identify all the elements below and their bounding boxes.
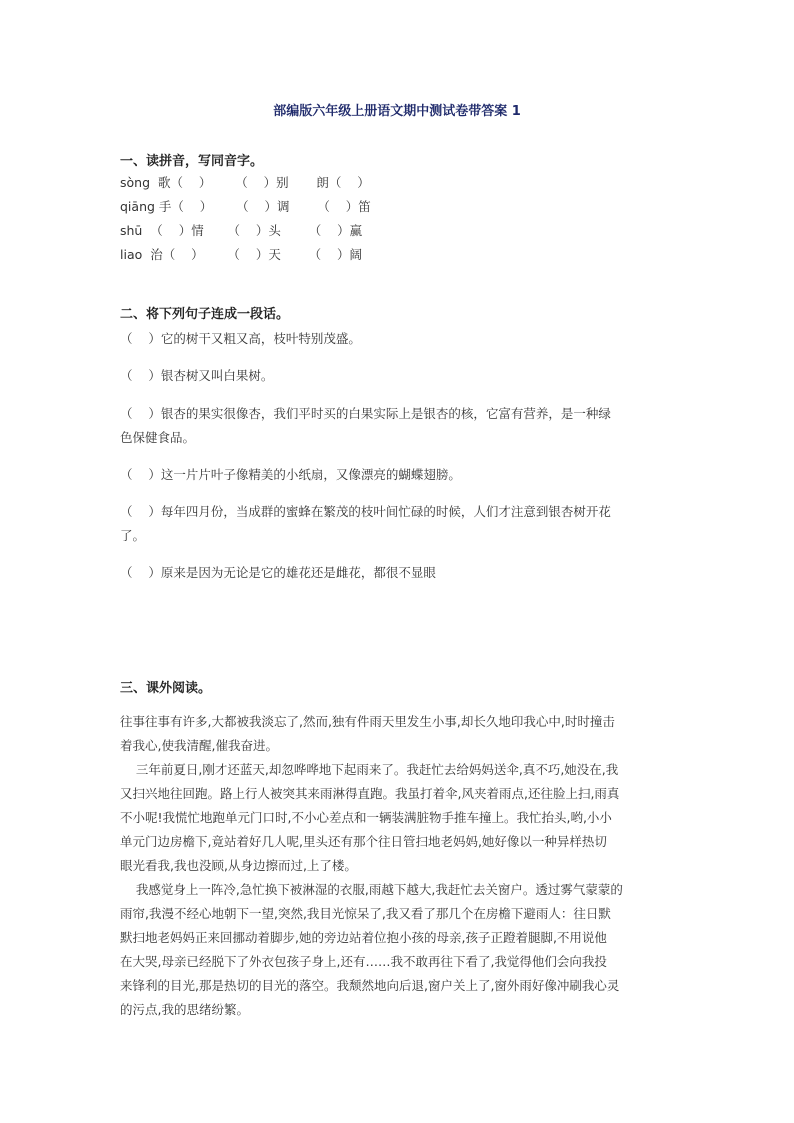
reading-line: 眼光看我,我也没顾,从身边擦而过,上了楼。 [120, 858, 357, 873]
reading-line: 单元门边房檐下,竟站着好几人呢,里头还有那个往日管扫地老妈妈,她好像以一种异样热切 [120, 834, 607, 849]
document-title: 部编版六年级上册语文期中测试卷带答案 1 [273, 104, 521, 119]
reading-line: 来锋利的目光,那是热切的目光的落空。我颓然地向后退,窗户关上了,窗外雨好像冲刷我心灵 [120, 978, 620, 993]
pinyin-row: liao 治（ ） （ ）天 （ ）阔 [120, 247, 363, 262]
reading-line: 默扫地老妈妈正来回挪动着脚步,她的旁边站着位抱小孩的母亲,孩子正蹬着腿脚,不用说他 [120, 930, 607, 945]
reading-line: 在大哭,母亲已经脱下了外衣包孩子身上,还有……我不敢再往下看了,我觉得他们会向我投 [120, 954, 607, 969]
sentence-item: （ ）这一片片叶子像精美的小纸扇，又像漂亮的蝴蝶翅膀。 [120, 467, 461, 482]
sentence-item-continued: 了。 [120, 528, 146, 543]
reading-line: 往事往事有许多,大都被我淡忘了,然而,独有件雨天里发生小事,却长久地印我心中,时时撞击 [120, 714, 615, 729]
reading-line: 着我心,使我清醒,催我奋进。 [120, 738, 278, 753]
reading-line: 又扫兴地往回跑。路上行人被突其来雨淋得直跑。我虽打着伞,风夹着雨点,还往脸上扫,雨真 [120, 786, 620, 801]
sentence-item: （ ）银杏树又叫白果树。 [120, 368, 274, 383]
reading-line: 我感觉身上一阵冷,急忙换下被淋湿的衣服,雨越下越大,我赶忙去关窗户。透过雾气蒙蒙的 [120, 882, 623, 897]
section2-heading: 二、将下列句子连成一段话。 [120, 307, 290, 322]
pinyin-row: shū （ ）情 （ ）头 （ ）赢 [120, 223, 363, 238]
sentence-item: （ ）每年四月份，当成群的蜜蜂在繁茂的枝叶间忙碌的时候，人们才注意到银杏树开花 [120, 504, 611, 519]
sentence-item: （ ）银杏的果实很像杏，我们平时买的白果实际上是银杏的核，它富有营养，是一种绿 [120, 406, 611, 421]
section3-heading: 三、课外阅读。 [120, 681, 212, 696]
reading-line: 雨帘,我漫不经心地朝下一望,突然,我目光惊呆了,我又看了那几个在房檐下避雨人：往日默 [120, 906, 611, 921]
sentence-item: （ ）它的树干又粗又高，枝叶特别茂盛。 [120, 331, 361, 346]
reading-line: 三年前夏日,刚才还蓝天,却忽哗哗地下起雨来了。我赶忙去给妈妈送伞,真不巧,她没在,我 [120, 762, 619, 777]
sentence-item: （ ）原来是因为无论是它的雄花还是雌花，都很不显眼 [120, 565, 436, 580]
reading-line: 的污点,我的思绪纷繁。 [120, 1002, 249, 1017]
pinyin-row: sòng 歌（ ） （ ）别 朗（ ） [120, 175, 370, 190]
sentence-item-continued: 色保健食品。 [120, 430, 196, 445]
reading-line: 不小呢!我慌忙地跑单元门口时,不小心差点和一辆装满脏物手推车撞上。我忙抬头,哟,小小 [120, 810, 612, 825]
pinyin-row: qiāng 手（ ） （ ）调 （ ）笛 [120, 199, 371, 214]
section1-heading: 一、读拼音，写同音字。 [120, 154, 264, 169]
